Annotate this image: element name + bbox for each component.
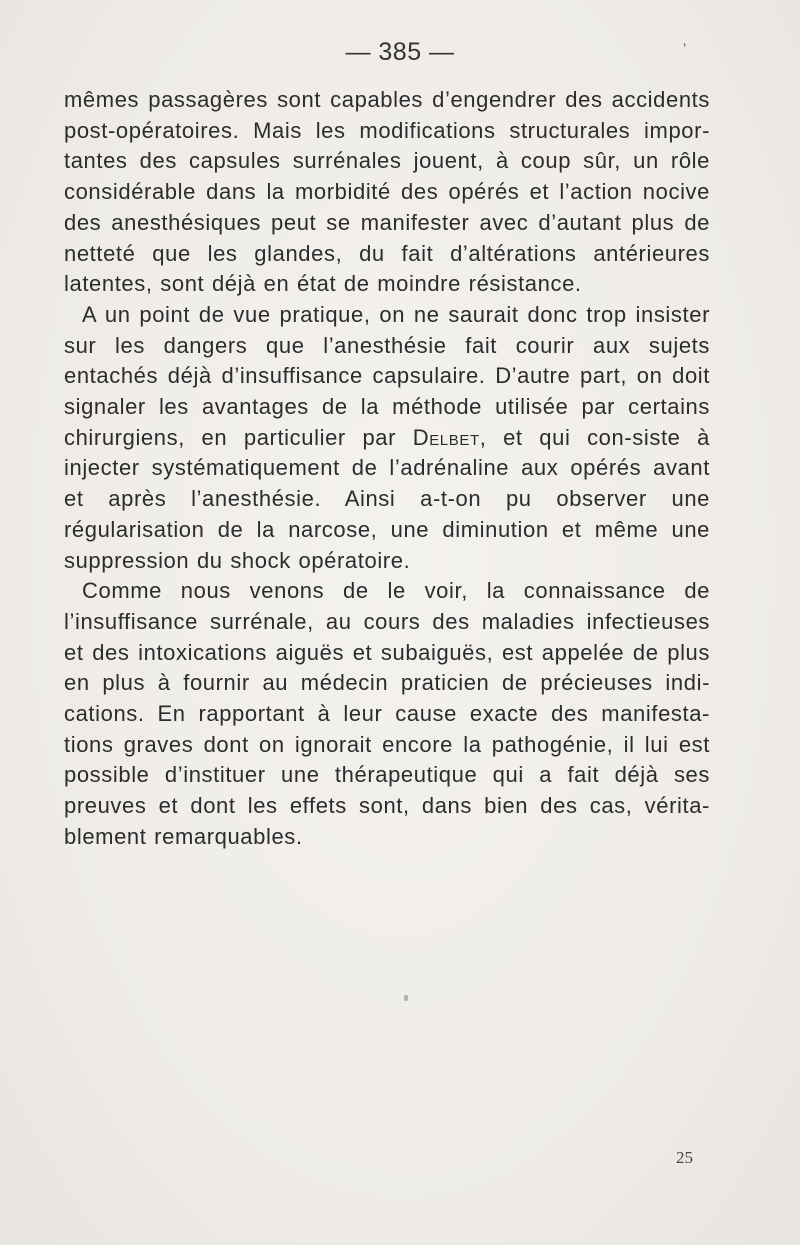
paragraph-2-tail: , et qui con-siste à injecter systématiquement de l’adrénaline aux opérés avant et après l’anesthésie. Ainsi a-t-on pu observer une régularisation de la narcose, une diminution et même une suppression du shock opératoire.	[64, 424, 710, 573]
paragraph-2-text: A un point de vue pratique, on ne saurait donc trop insister sur les dangers que l’anesthésie fait courir aux sujets entachés déjà d’insuffisance capsulaire. D’autre part, on doit signaler les avantages de la méthode utilisée par certains chirurgiens, en particulier par	[64, 301, 710, 450]
body-text	[64, 85, 710, 853]
paragraph-3: Comme nous venons de le voir, la connaissance de l’insuffisance surrénale, au cours des maladies infectieuses et des intoxications aiguës et subaiguës, est appelée de plus en plus à fournir au médecin praticien de précieuses indi-cations. En rapportant à leur cause exacte des manifesta-tions graves dont on ignorait encore la pathogénie, il lui est possible d’instituer une thérapeutique qui a fait déjà ses preuves et dont les effets sont, dans bien des cas, vérita-blement remarquables.	[64, 578, 710, 849]
author-name: Delbet	[412, 424, 480, 450]
signature-number: 25	[676, 1148, 693, 1167]
header-mark: ’	[683, 40, 687, 56]
paragraph-1: mêmes passagères sont capables d’engendrer des accidents post-opératoires. Mais les modifications structurales impor-tantes des capsules surrénales jouent, à coup sûr, un rôle considérable dans la morbidité des opérés et l’action nocive des anesthésiques peut se manifester avec d’autant plus de netteté que les glandes, du fait d’altérations antérieures latentes, sont déjà en état de moindre résistance.	[64, 87, 710, 297]
page-number-header: — 385 —	[345, 38, 455, 66]
paragraph-2	[64, 300, 710, 576]
ink-speck	[404, 995, 408, 1001]
